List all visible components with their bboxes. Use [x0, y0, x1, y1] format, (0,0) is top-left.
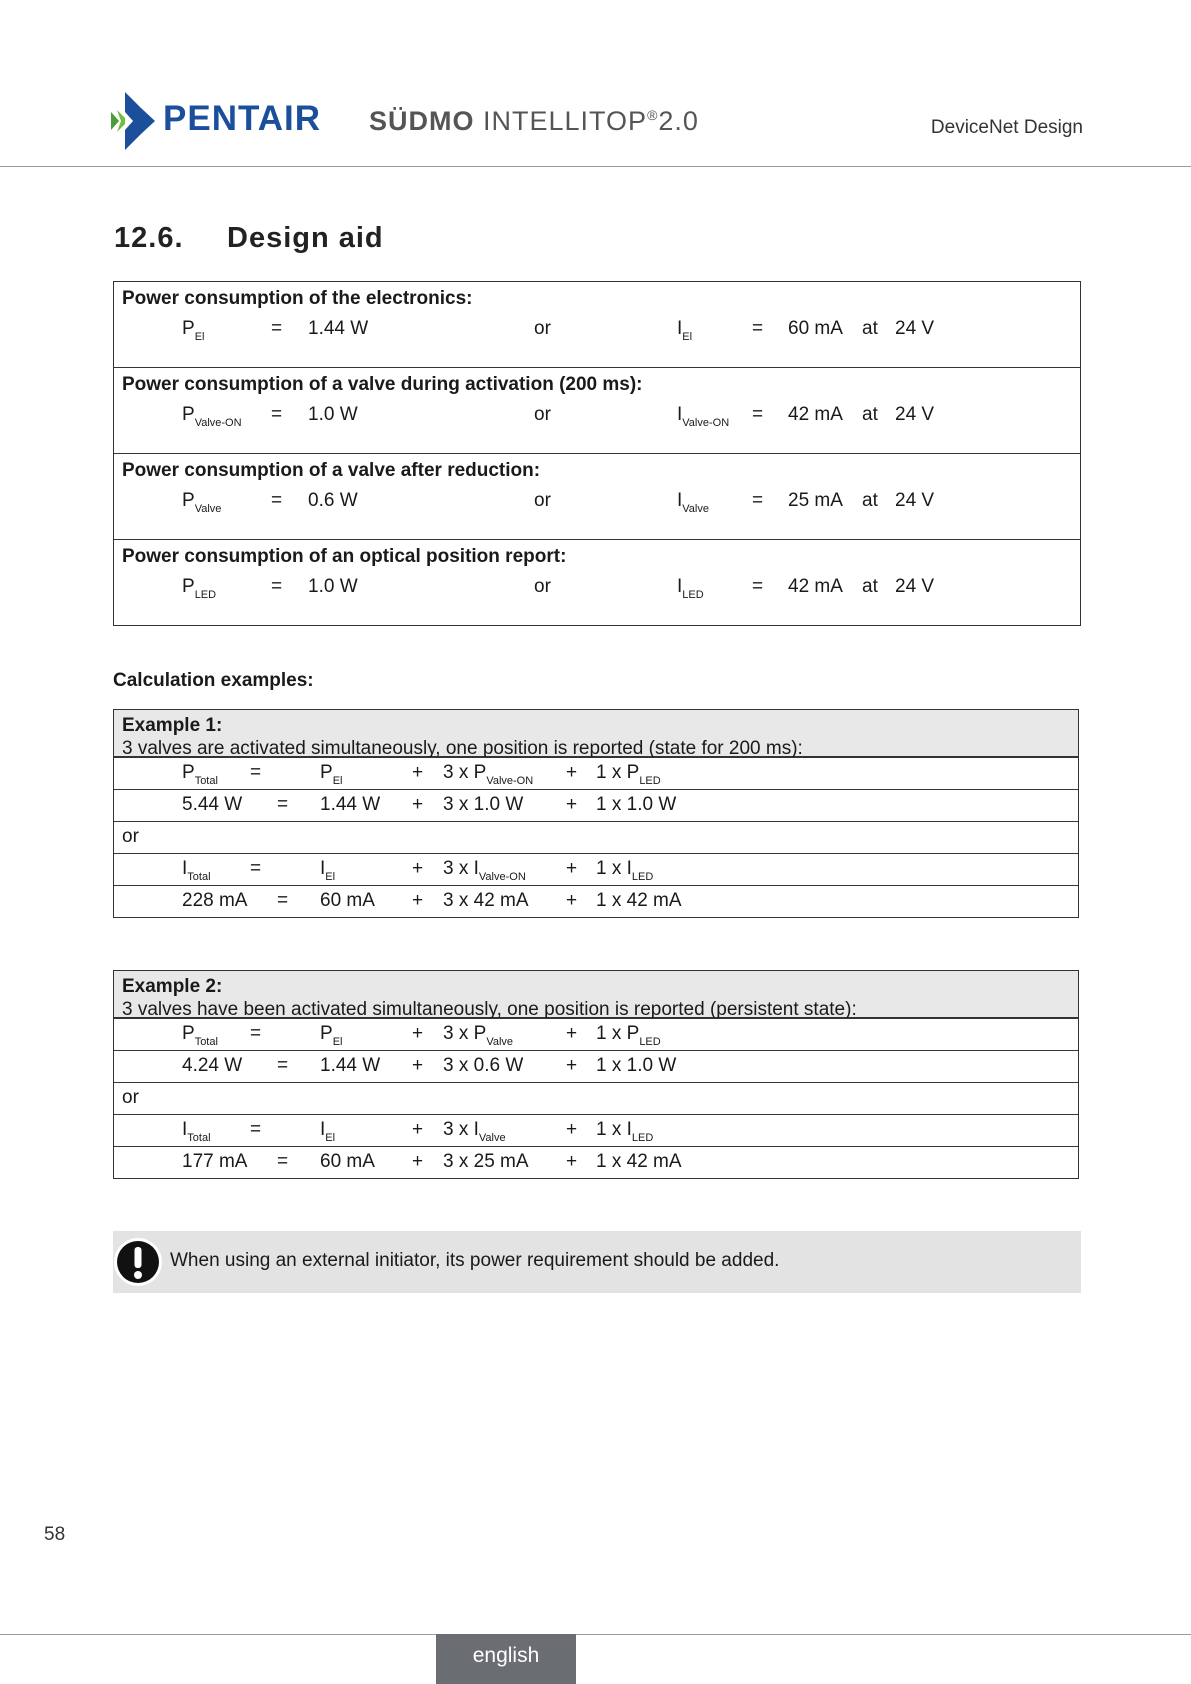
formula-valves-symbol: 3 x I — [443, 858, 479, 879]
power-symbol-symbol: P — [182, 576, 195, 597]
plus-sign: + — [566, 858, 578, 879]
power-row-title: Power consumption of an optical position report: — [122, 546, 567, 567]
value-row — [114, 885, 1078, 917]
example-table — [113, 970, 1079, 1179]
valves-value: 3 x 42 mA — [443, 890, 529, 911]
formula-valves — [443, 1119, 506, 1144]
or-label: or — [534, 404, 551, 425]
formula-total-symbol: P — [182, 1023, 195, 1044]
pentair-logo-icon — [111, 92, 155, 150]
example-header — [114, 710, 1078, 757]
valves-value: 3 x 25 mA — [443, 1151, 529, 1172]
power-symbol — [182, 318, 204, 343]
formula-electronics — [320, 858, 335, 883]
note-text: When using an external initiator, its power requirement should be added. — [170, 1250, 780, 1271]
power-symbol — [182, 576, 216, 601]
equals-sign: = — [752, 490, 764, 511]
equals-sign: = — [250, 762, 262, 783]
current-value: 42 mA — [788, 404, 843, 425]
voltage-value: 24 V — [895, 490, 935, 511]
formula-electronics-subscript: El — [325, 871, 336, 883]
example-description: 3 valves have been activated simultaneously, one position is reported (persistent state): — [122, 999, 857, 1020]
plus-sign: + — [412, 1023, 424, 1044]
plus-sign: + — [566, 1055, 578, 1076]
power-value: 1.44 W — [308, 318, 369, 339]
equals-sign: = — [277, 890, 289, 911]
formula-electronics-symbol: I — [320, 1119, 326, 1140]
power-consumption-table — [113, 281, 1081, 626]
formula-valves-subscript: Valve-ON — [486, 775, 534, 787]
power-row — [114, 367, 1080, 453]
plus-sign: + — [566, 1023, 578, 1044]
formula-led-subscript: LED — [631, 1132, 654, 1144]
power-symbol-symbol: P — [182, 404, 195, 425]
formula-electronics — [320, 1023, 342, 1048]
formula-total-subscript: Total — [187, 1132, 211, 1144]
power-symbol-subscript: LED — [194, 589, 217, 601]
valves-value: 3 x 1.0 W — [443, 794, 524, 815]
equals-sign: = — [271, 404, 283, 425]
equals-sign: = — [277, 1055, 289, 1076]
formula-electronics-subscript: El — [332, 775, 343, 787]
plus-sign: + — [566, 1151, 578, 1172]
total-value: 228 mA — [182, 890, 248, 911]
formula-led-symbol: 1 x P — [596, 762, 640, 783]
at-label: at — [862, 490, 878, 511]
formula-total-symbol: P — [182, 762, 195, 783]
power-row — [114, 453, 1080, 539]
formula-row — [114, 1114, 1078, 1146]
formula-electronics — [320, 1119, 335, 1144]
led-value: 1 x 42 mA — [596, 890, 682, 911]
equals-sign: = — [277, 1151, 289, 1172]
equals-sign: = — [250, 858, 262, 879]
current-symbol-subscript: Valve-ON — [682, 417, 730, 429]
or-label: or — [534, 490, 551, 511]
formula-total-symbol: I — [182, 858, 188, 879]
plus-sign: + — [412, 1055, 424, 1076]
formula-led-symbol: 1 x P — [596, 1023, 640, 1044]
voltage-value: 24 V — [895, 404, 935, 425]
page-number: 58 — [44, 1524, 66, 1545]
formula-led-subscript: LED — [639, 1036, 661, 1048]
example-description: 3 valves are activated simultaneously, one position is reported (state for 200 ms): — [122, 738, 803, 759]
valves-value: 3 x 0.6 W — [443, 1055, 524, 1076]
formula-total — [182, 762, 218, 787]
formula-total — [182, 1023, 218, 1048]
current-symbol-symbol: I — [677, 404, 683, 425]
exclamation-icon — [113, 1237, 163, 1287]
formula-valves-subscript: Valve-ON — [478, 871, 526, 883]
formula-led-symbol: 1 x I — [596, 858, 632, 879]
plus-sign: + — [412, 890, 424, 911]
power-value: 1.0 W — [308, 576, 358, 597]
plus-sign: + — [566, 1119, 578, 1140]
example-title: Example 2: — [122, 976, 223, 997]
current-symbol — [677, 576, 704, 601]
or-label: or — [122, 1087, 139, 1108]
language-tab: english — [436, 1634, 576, 1684]
or-label: or — [534, 576, 551, 597]
formula-led — [596, 1023, 661, 1048]
or-label: or — [534, 318, 551, 339]
section-label: DeviceNet Design — [930, 117, 1083, 138]
note-box — [113, 1231, 1081, 1293]
total-value: 4.24 W — [182, 1055, 243, 1076]
formula-electronics-symbol: I — [320, 858, 326, 879]
formula-electronics-subscript: El — [332, 1036, 343, 1048]
equals-sign: = — [271, 490, 283, 511]
equals-sign: = — [752, 576, 764, 597]
formula-electronics-symbol: P — [320, 1023, 333, 1044]
voltage-value: 24 V — [895, 576, 935, 597]
or-row — [114, 1082, 1078, 1114]
value-row — [114, 1146, 1078, 1178]
plus-sign: + — [412, 794, 424, 815]
brand-name: PENTAIR — [163, 99, 322, 138]
power-row-title: Power consumption of the electronics: — [122, 288, 473, 309]
power-symbol-subscript: Valve-ON — [194, 417, 242, 429]
plus-sign: + — [412, 858, 424, 879]
example-title: Example 1: — [122, 715, 223, 736]
formula-electronics — [320, 762, 342, 787]
formula-valves — [443, 1023, 513, 1048]
value-row — [114, 1050, 1078, 1082]
power-symbol-symbol: P — [182, 490, 195, 511]
equals-sign: = — [752, 318, 764, 339]
formula-total — [182, 858, 211, 883]
formula-led — [596, 762, 661, 787]
power-row-title: Power consumption of a valve during activation (200 ms): — [122, 374, 643, 395]
current-value: 42 mA — [788, 576, 843, 597]
formula-total-subscript: Total — [187, 871, 211, 883]
power-symbol-subscript: El — [194, 331, 205, 343]
formula-row — [114, 853, 1078, 885]
formula-row — [114, 1018, 1078, 1050]
formula-led — [596, 858, 653, 883]
or-row — [114, 821, 1078, 853]
or-label: or — [122, 826, 139, 847]
electronics-value: 1.44 W — [320, 794, 381, 815]
formula-valves-subscript: Valve — [486, 1036, 514, 1048]
current-symbol-symbol: I — [677, 576, 683, 597]
value-row — [114, 789, 1078, 821]
electronics-value: 60 mA — [320, 890, 375, 911]
formula-valves-subscript: Valve — [478, 1132, 506, 1144]
power-row — [114, 282, 1080, 367]
plus-sign: + — [412, 1151, 424, 1172]
calculation-heading: Calculation examples: — [113, 670, 314, 691]
formula-total-subscript: Total — [194, 775, 218, 787]
power-row-title: Power consumption of a valve after reduction: — [122, 460, 541, 481]
formula-row — [114, 757, 1078, 789]
product-title: SÜDMO INTELLITOP®2.0 — [369, 106, 699, 136]
footer-divider — [0, 1634, 1191, 1635]
plus-sign: + — [566, 890, 578, 911]
formula-valves-symbol: 3 x I — [443, 1119, 479, 1140]
formula-led-subscript: LED — [631, 871, 654, 883]
formula-electronics-subscript: El — [325, 1132, 336, 1144]
current-symbol-symbol: I — [677, 490, 683, 511]
current-symbol-subscript: LED — [682, 589, 704, 601]
power-row — [114, 539, 1080, 625]
equals-sign: = — [277, 794, 289, 815]
current-symbol-subscript: Valve — [682, 503, 709, 515]
formula-valves-symbol: 3 x P — [443, 1023, 487, 1044]
current-value: 60 mA — [788, 318, 843, 339]
at-label: at — [862, 576, 878, 597]
current-symbol — [677, 318, 692, 343]
led-value: 1 x 42 mA — [596, 1151, 682, 1172]
current-symbol — [677, 404, 729, 429]
total-value: 177 mA — [182, 1151, 248, 1172]
page-title: 12.6. Design aid — [114, 222, 384, 254]
at-label: at — [862, 404, 878, 425]
equals-sign: = — [250, 1119, 262, 1140]
power-value: 0.6 W — [308, 490, 358, 511]
total-value: 5.44 W — [182, 794, 243, 815]
formula-led-subscript: LED — [639, 775, 661, 787]
plus-sign: + — [566, 762, 578, 783]
voltage-value: 24 V — [895, 318, 935, 339]
current-symbol-subscript: El — [682, 331, 693, 343]
power-symbol-subscript: Valve — [194, 503, 222, 515]
equals-sign: = — [250, 1023, 262, 1044]
plus-sign: + — [412, 762, 424, 783]
power-symbol — [182, 490, 221, 515]
led-value: 1 x 1.0 W — [596, 794, 677, 815]
equals-sign: = — [752, 404, 764, 425]
power-value: 1.0 W — [308, 404, 358, 425]
example-header — [114, 971, 1078, 1018]
current-value: 25 mA — [788, 490, 843, 511]
formula-total-symbol: I — [182, 1119, 188, 1140]
equals-sign: = — [271, 318, 283, 339]
example-table — [113, 709, 1079, 918]
power-symbol — [182, 404, 242, 429]
plus-sign: + — [566, 794, 578, 815]
header-divider — [0, 166, 1191, 167]
formula-valves-symbol: 3 x P — [443, 762, 487, 783]
equals-sign: = — [271, 576, 283, 597]
at-label: at — [862, 318, 878, 339]
plus-sign: + — [412, 1119, 424, 1140]
current-symbol-symbol: I — [677, 318, 683, 339]
formula-led — [596, 1119, 653, 1144]
formula-total-subscript: Total — [194, 1036, 218, 1048]
electronics-value: 60 mA — [320, 1151, 375, 1172]
formula-led-symbol: 1 x I — [596, 1119, 632, 1140]
current-symbol — [677, 490, 709, 515]
formula-total — [182, 1119, 211, 1144]
led-value: 1 x 1.0 W — [596, 1055, 677, 1076]
formula-valves — [443, 858, 526, 883]
formula-valves — [443, 762, 533, 787]
electronics-value: 1.44 W — [320, 1055, 381, 1076]
formula-electronics-symbol: P — [320, 762, 333, 783]
power-symbol-symbol: P — [182, 318, 195, 339]
